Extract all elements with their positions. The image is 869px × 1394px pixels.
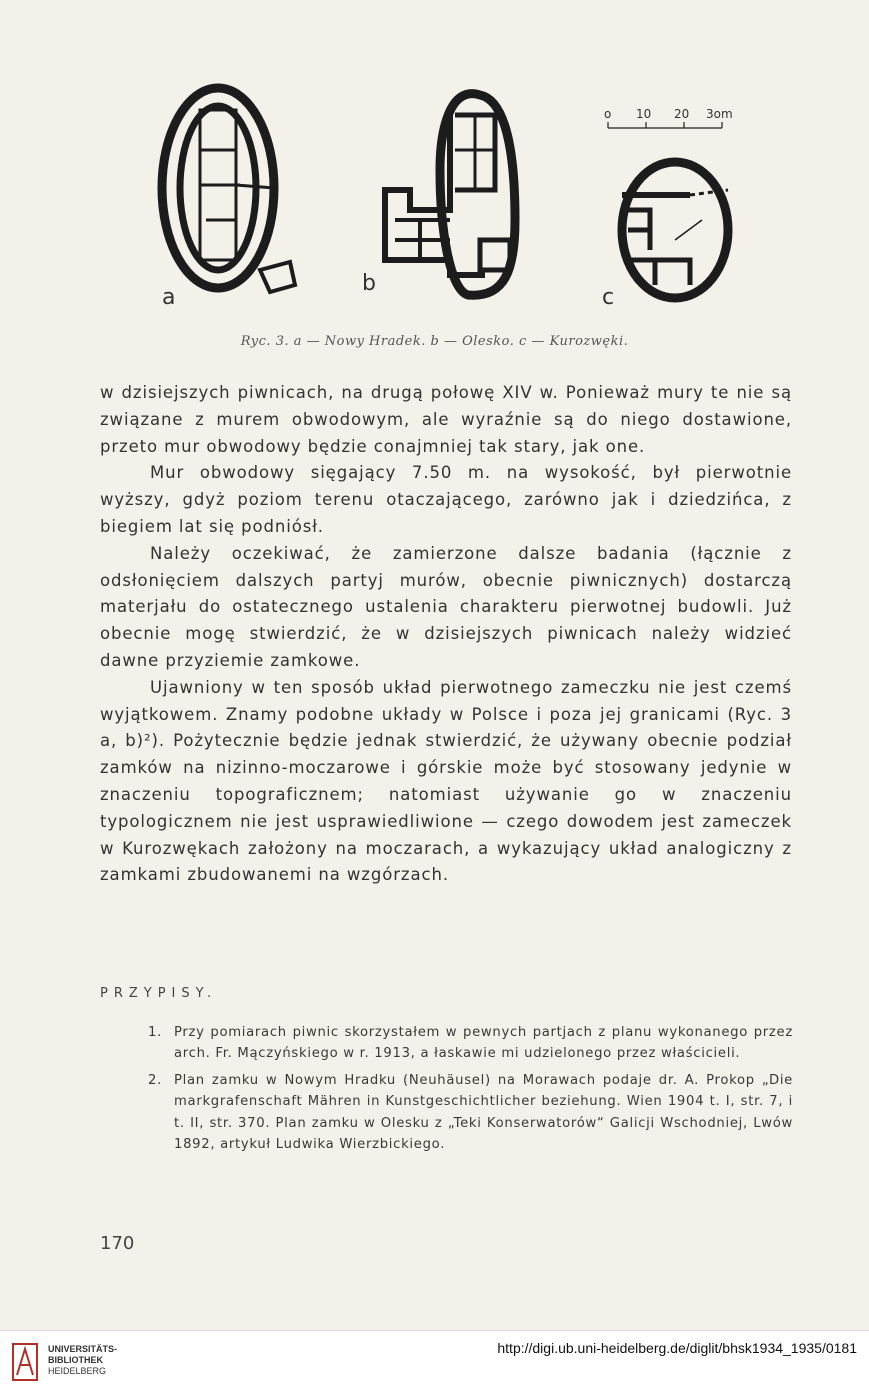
paragraph-3: Należy oczekiwać, że zamierzone dalsze badania (łącznie z odsłonięciem dalszych partyj murów, obecnie piwnicznych) dostarczą materjału do ostatecznego ustalenia charakteru pierwotnej budowli. Już obecnie mogę stwierdzić, że w dzisiejszych piwnicach należy widzieć dawne przyziemie zamkowe. <box>100 543 792 670</box>
footnote-1 <box>148 1022 793 1065</box>
source-url-link[interactable]: http://digi.ub.uni-heidelberg.de/diglit/bhsk1934_1935/0181 <box>497 1340 857 1356</box>
logo-line-3: HEIDELBERG <box>48 1366 107 1376</box>
castle-plans-drawing <box>150 70 750 320</box>
library-logo-text <box>48 1344 117 1377</box>
paragraph-1: w dzisiejszych piwnicach, na drugą połowę XIV w. Ponieważ mury te nie są związane z murem obwodowym, ale wyraźnie są do niego dostawione, przeto mur obwodowy będzie conajmniej tak stary, jak one. <box>100 383 792 456</box>
paragraph-4: Ujawniony w ten sposób układ pierwotnego zameczku nie jest czemś wyjątkowem. Znamy podobne układy w Polsce i poza jej granicami (Ryc. 3 a, b)²). Pożytecznie będzie jednak stwierdzić, że używany obecnie podział zamków na nizinno-moczarowe i górskie może być stosowany jedynie w znaczeniu topograficznem; natomiast używanie go w znaczeniu typologicznem nie jest usprawiedliwione — czego dowodem jest zameczek w Kurozwękach założony na moczarach, a wykazujący układ analogiczny z zamkami zbudowanemi na wzgórzach. <box>100 677 792 885</box>
plan-label-c: c <box>602 285 615 310</box>
page-number: 170 <box>100 1233 135 1254</box>
castle-plans-figure <box>150 70 750 320</box>
plan-label-a: a <box>162 285 176 310</box>
plan-label-b: b <box>362 271 376 296</box>
scale-tick-10: 10 <box>636 107 652 121</box>
footnote-2 <box>148 1070 793 1156</box>
plan-c-kurozweki <box>622 162 728 298</box>
footnote-text: Plan zamku w Nowym Hradku (Neuhäusel) na Morawach podaje dr. A. Prokop „Die markgrafenschaft Mähren in Kunstgeschichtlicher beziehung. Wien 1904 t. I, str. 7, i t. II, str. 370. Plan zamku w Olesku z „Teki Konserwatorów“ Galicji Wschodniej, Lwów 1892, artykuł Ludwika Wierzbickiego. <box>174 1072 793 1153</box>
paragraph-2: Mur obwodowy sięgający 7.50 m. na wysokość, był pierwotnie wyższy, gdyż poziom terenu otaczającego, zarówno jak i dziedzińca, z biegiem lat się podniósł. <box>100 463 792 536</box>
scale-tick-30: 3om <box>706 107 733 121</box>
footnote-number: 1. <box>148 1025 162 1040</box>
logo-line-1: UNIVERSITÄTS- <box>48 1344 118 1354</box>
footnotes-heading: PRZYPISY. <box>100 986 218 1001</box>
scale-tick-20: 20 <box>674 107 690 121</box>
library-logo-icon <box>12 1343 38 1381</box>
scale-tick-0: o <box>604 107 612 121</box>
footnotes-list <box>148 1022 793 1160</box>
footnote-text: Przy pomiarach piwnic skorzystałem w pewnych partjach z planu wykonanego przez arch. Fr. Mączyńskiego w r. 1913, a łaskawie mi udzielonego przez właścicieli. <box>174 1025 793 1062</box>
plan-a-nowy-hradek <box>162 88 295 292</box>
plan-b-olesko <box>385 94 515 296</box>
footnote-number: 2. <box>148 1072 162 1088</box>
scale-bar <box>608 122 722 128</box>
figure-caption: Ryc. 3. a — Nowy Hradek. b — Olesko. c — Kurozwęki. <box>240 334 629 349</box>
body-text <box>100 380 792 889</box>
logo-line-2: BIBLIOTHEK <box>48 1355 103 1365</box>
